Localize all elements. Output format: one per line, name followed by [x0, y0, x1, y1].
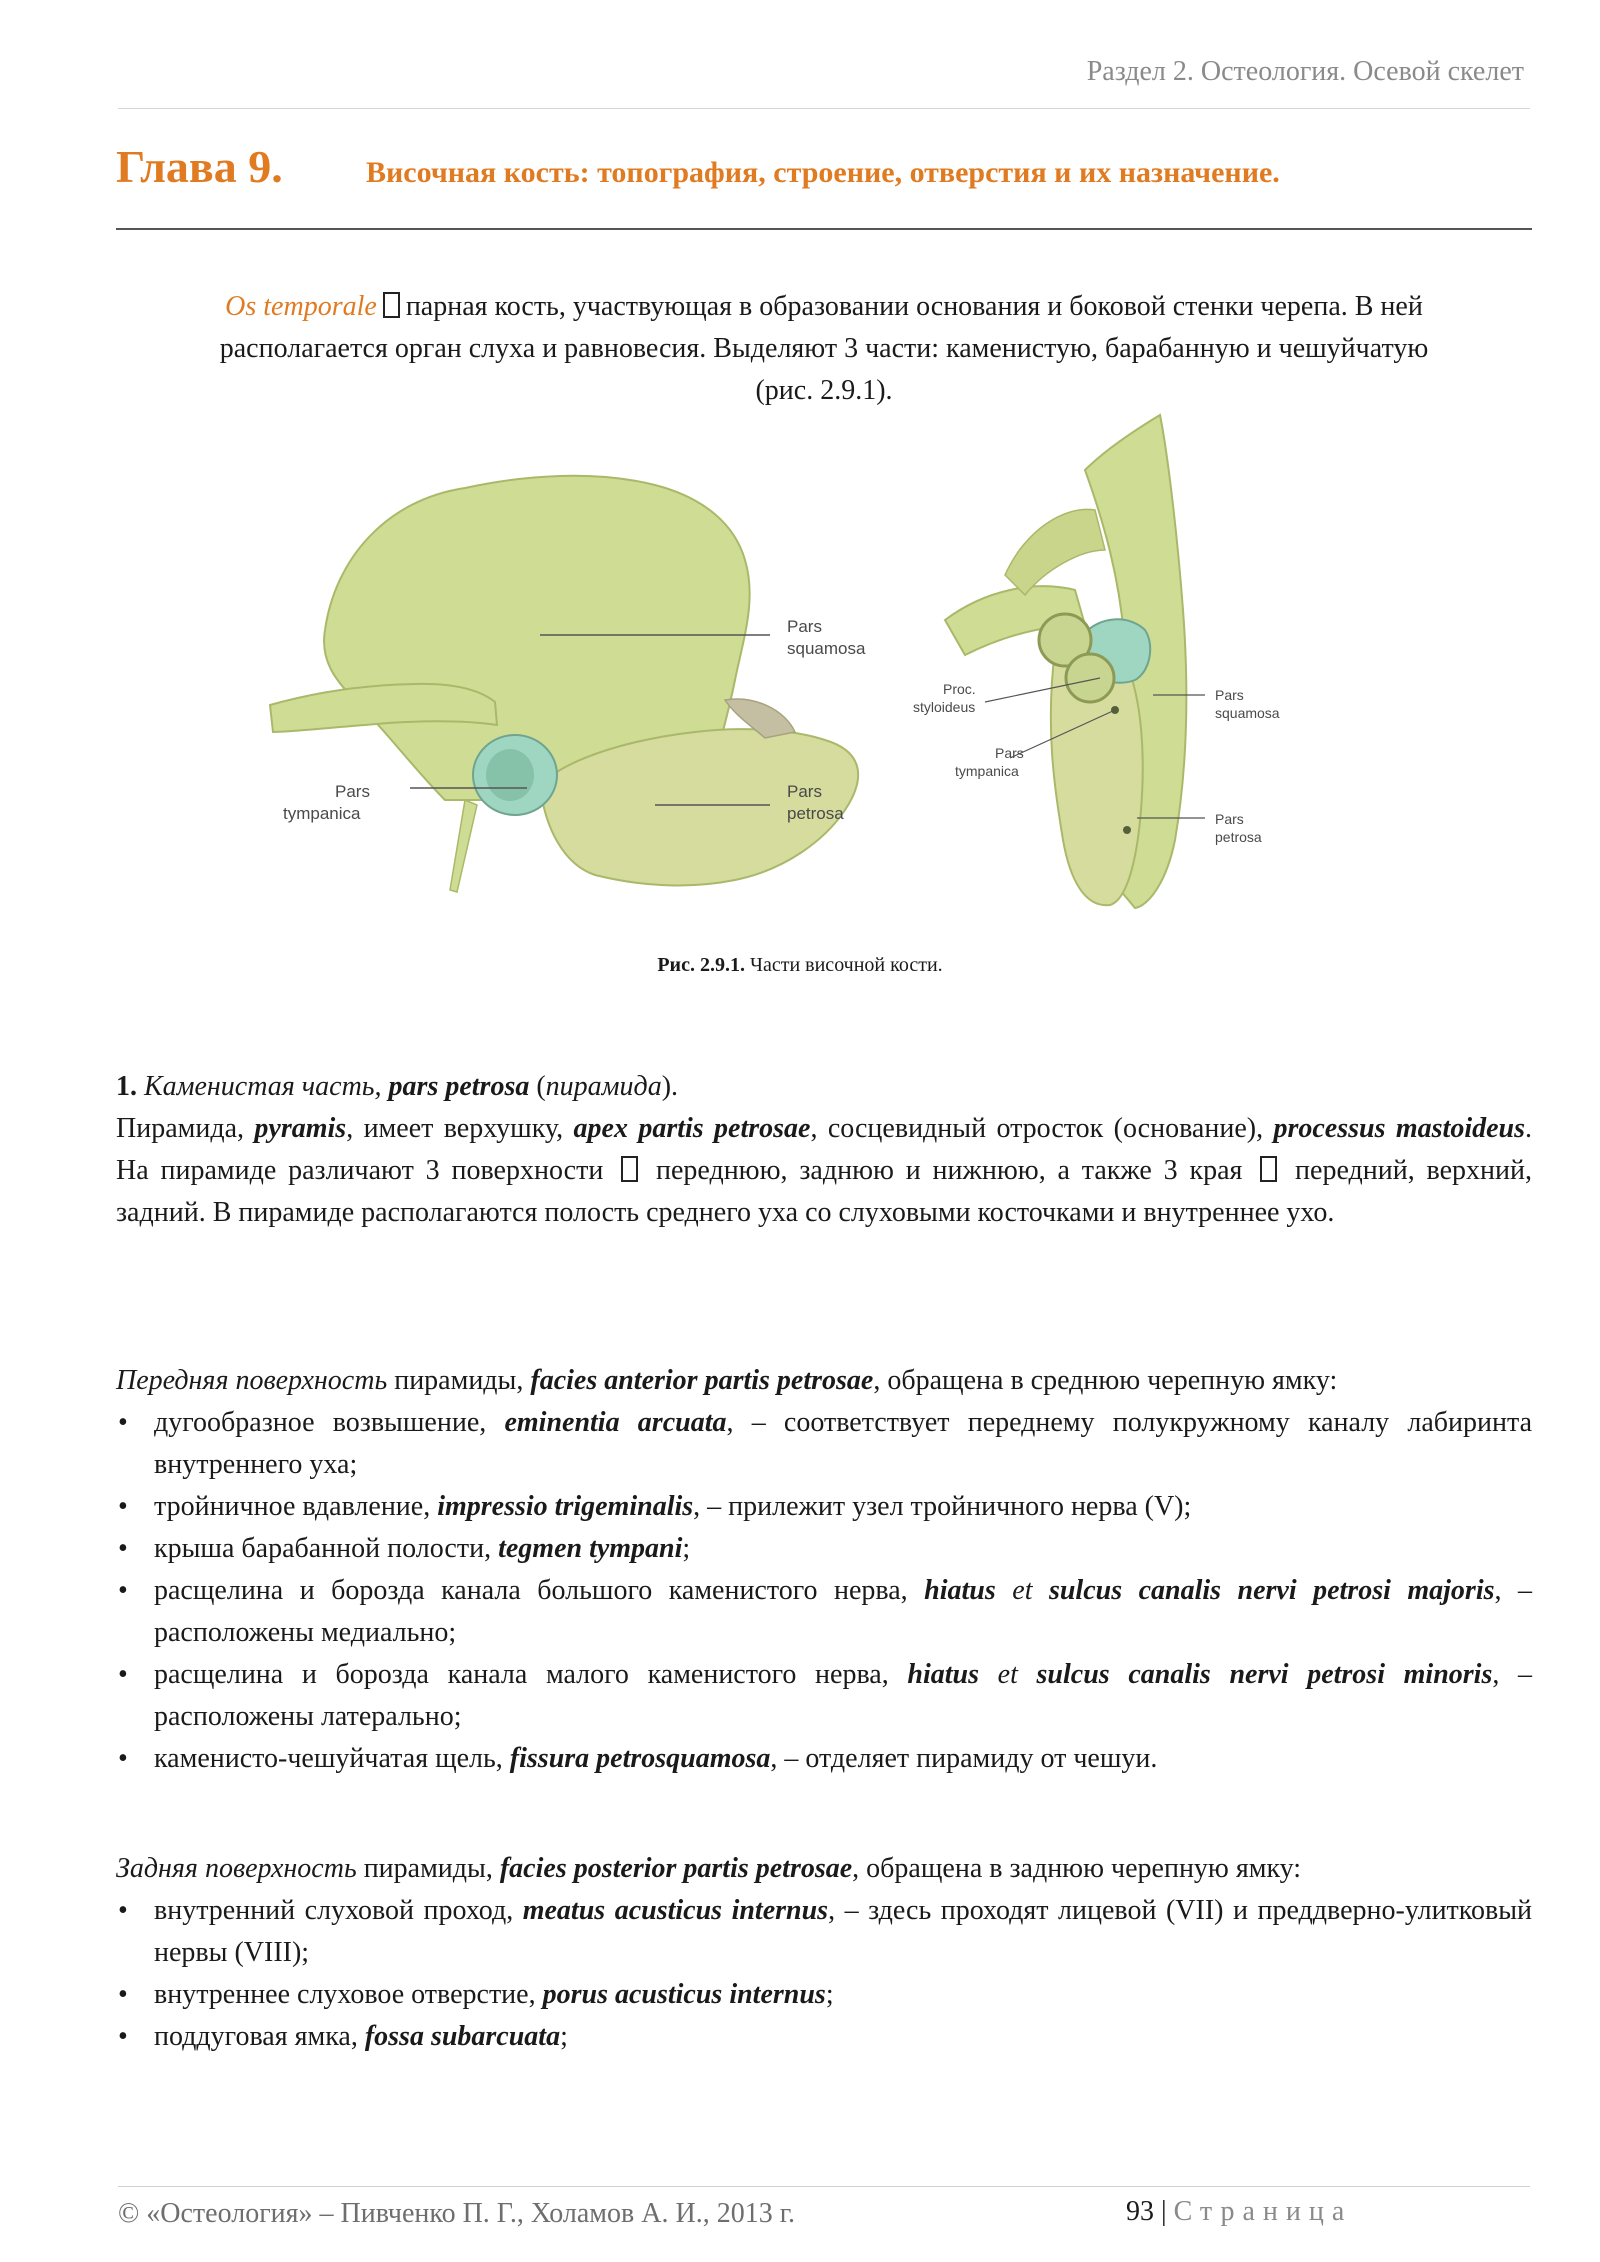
label-petrosa-1: Pars [787, 782, 822, 801]
label-right-styloideus-1: Proc. [943, 681, 976, 697]
intro-line-3: (рис. 2.9.1). [755, 375, 893, 406]
intro-term: Os temporale [225, 291, 377, 322]
section-anterior-surface [116, 1360, 1532, 1780]
figure-lateral-view [265, 470, 905, 900]
label-right-tympanica-2: tympanica [955, 763, 1019, 779]
label-right-styloideus-2: styloideus [913, 699, 976, 715]
list-item: • поддуговая ямка, fossa subarcuata; [116, 2016, 1532, 2058]
label-tympanica-2: tympanica [283, 804, 361, 823]
list-item: • крыша барабанной полости, tegmen tympani; [116, 1528, 1532, 1570]
chapter-number: Глава 9. [116, 141, 283, 192]
chapter-title: Височная кость: топография, строение, отверстия и их назначение. [366, 156, 1280, 189]
label-petrosa-2: petrosa [787, 804, 844, 823]
list-item: • каменисто-чешуйчатая щель, fissura petrosquamosa, – отделяет пирамиду от чешуи. [116, 1738, 1532, 1780]
right-ridge-shape [1005, 509, 1105, 595]
missing-glyph-icon [1260, 1156, 1277, 1182]
caption-text: Части височной кости. [749, 954, 943, 976]
footer-page [1126, 2196, 1352, 2228]
chapter-heading [116, 140, 1536, 193]
header-rule [118, 108, 1530, 109]
list-item: • внутренний слуховой проход, meatus acusticus internus, – здесь проходят лицевой (VII) и преддверно-улитковый нервы (VIII); [116, 1890, 1532, 1974]
label-tympanica-1: Pars [335, 782, 370, 801]
label-right-petrosa-2: petrosa [1215, 829, 1262, 845]
fossa-2-shape [1066, 654, 1114, 702]
intro-line-2: располагается орган слуха и равновесия. Выделяют 3 части: каменистую, барабанную и чешуйчатую [219, 333, 1429, 364]
external-meatus-shape [486, 749, 534, 801]
anterior-list [116, 1402, 1532, 1780]
page-number: 93 [1126, 2196, 1154, 2227]
label-right-squamosa-2: squamosa [1215, 705, 1280, 721]
posterior-lead: Задняя поверхность пирамиды, facies posterior partis petrosae, обращена в заднюю черепную ямку: [116, 1853, 1302, 1884]
section-pars-petrosa [116, 1066, 1532, 1234]
figure-inferior-view [905, 410, 1385, 910]
footer-rule [118, 2186, 1530, 2187]
section-posterior-surface [116, 1848, 1532, 2058]
section-paragraph: Пирамида, pyramis, имеет верхушку, apex partis petrosae, сосцевидный отросток (основание), processus mastoideus. На пирамиде различают 3 поверхности переднюю, заднюю и нижнюю, а также 3 края передний, верхний, задний. В пирамиде располагаются полость среднего уха со слуховыми косточками и внутреннее ухо. [116, 1113, 1532, 1228]
list-item: • дугообразное возвышение, eminentia arcuata, – соответствует переднему полукружному каналу лабиринта внутреннего уха; [116, 1402, 1532, 1486]
label-squamosa-2: squamosa [787, 639, 866, 658]
label-right-petrosa-1: Pars [1215, 811, 1244, 827]
running-header: Раздел 2. Остеология. Осевой скелет [1086, 56, 1524, 87]
figure-caption [0, 954, 1600, 977]
label-right-tympanica-1: Pars [995, 745, 1024, 761]
page-separator: | [1161, 2196, 1167, 2227]
list-item: • тройничное вдавление, impressio trigeminalis, – прилежит узел тройничного нерва (V); [116, 1486, 1532, 1528]
intro-paragraph [116, 286, 1532, 412]
list-item: • расщелина и борозда канала большого каменистого нерва, hiatus et sulcus canalis nervi petrosi majoris, – расположены медиально; [116, 1570, 1532, 1654]
list-item: • расщелина и борозда канала малого каменистого нерва, hiatus et sulcus canalis nervi petrosi minoris, – расположены латерально; [116, 1654, 1532, 1738]
caption-number: Рис. 2.9.1. [657, 954, 745, 976]
missing-glyph-icon [383, 292, 400, 318]
chapter-rule [116, 228, 1532, 230]
section-heading: 1. Каменистая часть, pars petrosa (пирамида). [116, 1071, 679, 1102]
missing-glyph-icon [621, 1156, 638, 1182]
footer-copyright: © «Остеология» – Пивченко П. Г., Холамов А. И., 2013 г. [118, 2198, 796, 2229]
label-right-squamosa-1: Pars [1215, 687, 1244, 703]
anterior-lead: Передняя поверхность пирамиды, facies anterior partis petrosae, обращена в среднюю черепную ямку: [116, 1365, 1338, 1396]
label-squamosa-1: Pars [787, 617, 822, 636]
list-item: • внутреннее слуховое отверстие, porus acusticus internus; [116, 1974, 1532, 2016]
styloid-process-shape [450, 800, 477, 892]
posterior-list [116, 1890, 1532, 2058]
page-word: Страница [1173, 2196, 1353, 2227]
intro-line-1: парная кость, участвующая в образовании основания и боковой стенки черепа. В ней [405, 291, 1423, 322]
